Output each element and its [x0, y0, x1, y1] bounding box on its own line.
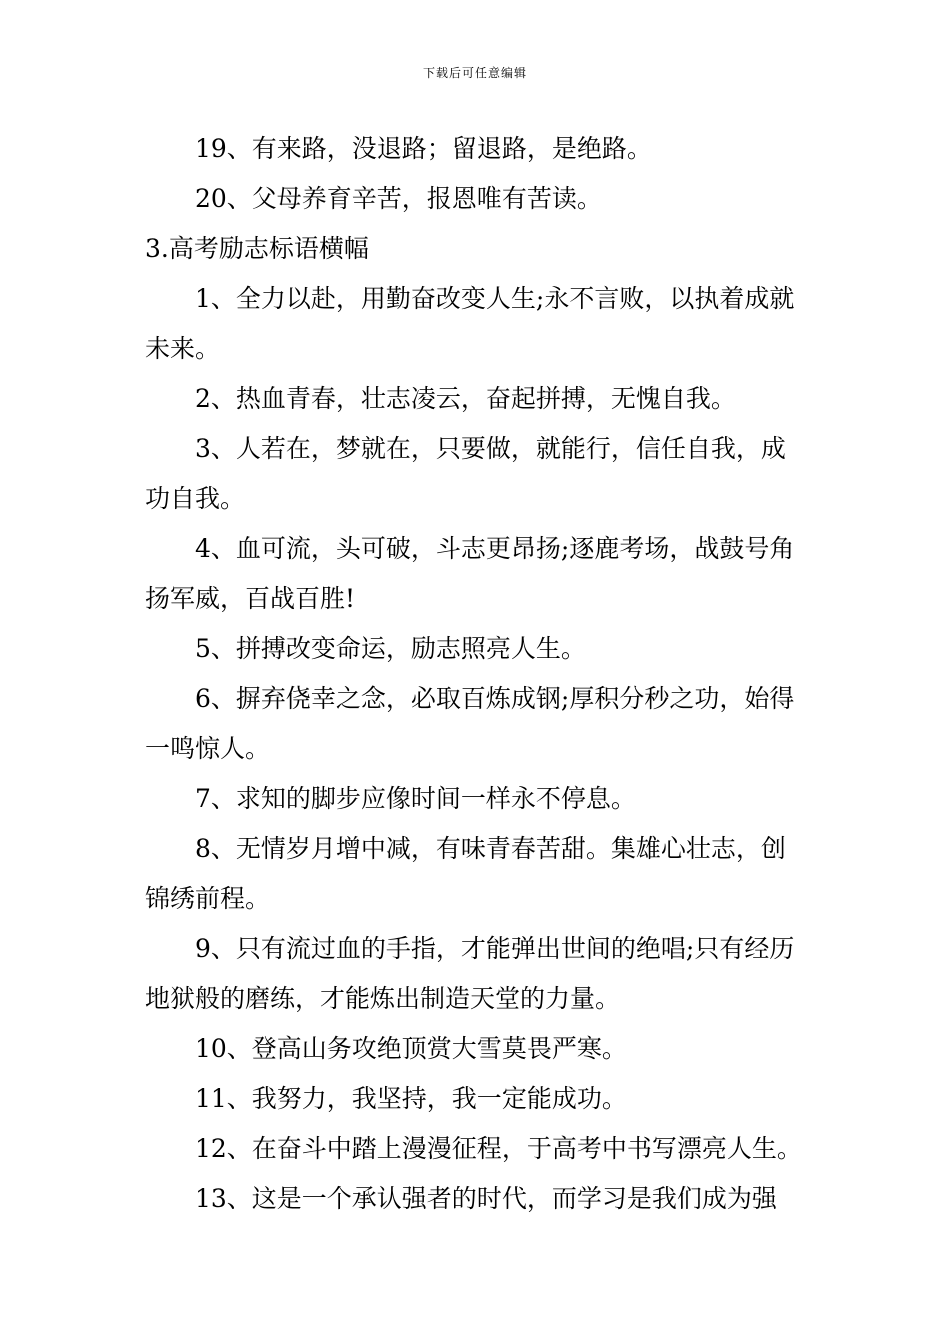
- list-item: 2、热血青春，壮志凌云，奋起拼搏，无愧自我。: [195, 384, 736, 413]
- list-item: 11、我努力，我坚持，我一定能成功。: [195, 1084, 627, 1113]
- list-item: 3、人若在，梦就在，只要做，就能行，信任自我，成功自我。: [145, 434, 786, 513]
- section-heading: 3.高考励志标语横幅: [145, 234, 369, 263]
- list-item: 19、有来路，没退路；留退路，是绝路。: [195, 134, 652, 163]
- list-item: 7、求知的脚步应像时间一样永不停息。: [195, 784, 636, 813]
- list-item: 5、拼搏改变命运，励志照亮人生。: [195, 634, 586, 663]
- page-header-note: 下载后可任意编辑: [422, 66, 527, 80]
- list-item: 10、登高山务攻绝顶赏大雪莫畏严寒。: [195, 1034, 627, 1063]
- list-item: 6、摒弃侥幸之念，必取百炼成钢;厚积分秒之功，始得一鸣惊人。: [145, 684, 795, 763]
- list-item: 9、只有流过血的手指，才能弹出世间的绝唱;只有经历地狱般的磨练，才能炼出制造天堂的力量。: [145, 934, 795, 1013]
- list-item: 4、血可流，头可破，斗志更昂扬;逐鹿考场，战鼓号角扬军威，百战百胜!: [145, 534, 795, 613]
- list-item: 13、这是一个承认强者的时代，而学习是我们成为强: [195, 1184, 777, 1213]
- list-item: 20、父母养育辛苦，报恩唯有苦读。: [195, 184, 602, 213]
- list-item: 8、无情岁月增中减，有味青春苦甜。集雄心壮志，创锦绣前程。: [145, 834, 786, 913]
- list-item: 12、在奋斗中踏上漫漫征程，于高考中书写漂亮人生。: [195, 1134, 802, 1163]
- list-item: 1、全力以赴，用勤奋改变人生;永不言败，以执着成就未来。: [145, 284, 795, 363]
- document-body: [145, 124, 810, 1224]
